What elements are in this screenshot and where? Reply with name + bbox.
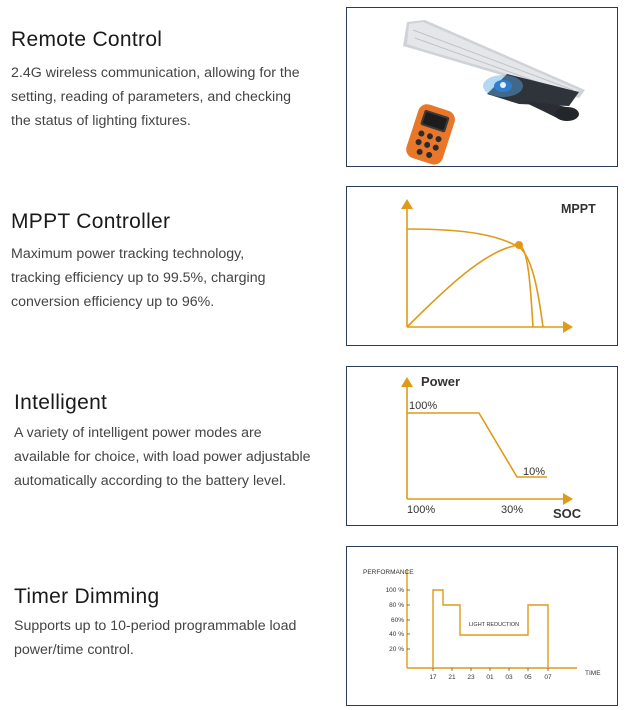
y-axis-arrow bbox=[401, 199, 413, 209]
feature-title: Intelligent bbox=[14, 391, 108, 414]
feature-description bbox=[14, 614, 296, 662]
street-light-remote-illustration bbox=[347, 8, 617, 165]
x-axis-title: SOC bbox=[553, 506, 582, 521]
description-line: setting, reading of parameters, and checking bbox=[11, 89, 291, 105]
description-line: available for choice, with load power adjustable bbox=[14, 449, 311, 465]
feature-title: Timer Dimming bbox=[14, 585, 160, 608]
description-line: the status of lighting fixtures. bbox=[11, 113, 191, 129]
feature-description bbox=[14, 421, 311, 493]
description-line: Maximum power tracking technology, bbox=[11, 246, 245, 262]
mppt-chart bbox=[347, 187, 617, 344]
x-axis-arrow bbox=[563, 321, 573, 333]
description-line: conversion efficiency up to 96%. bbox=[11, 294, 215, 310]
description-line: tracking efficiency up to 99.5%, charging bbox=[11, 270, 266, 286]
power-curve bbox=[407, 245, 533, 327]
x-tick-label: 03 bbox=[505, 674, 513, 681]
timer-dimming-chart bbox=[347, 547, 617, 704]
feature-description bbox=[11, 242, 265, 314]
x-tick-label: 17 bbox=[429, 674, 437, 681]
low-level-label: 10% bbox=[523, 466, 546, 478]
power-soc-chart bbox=[347, 367, 617, 524]
y-tick-label: 60% bbox=[390, 617, 404, 624]
y-tick-label: 100 % bbox=[385, 587, 404, 594]
y-tick-label: 20 % bbox=[389, 646, 404, 653]
y-tick-label: 80 % bbox=[389, 602, 404, 609]
description-line: 2.4G wireless communication, allowing for the bbox=[11, 65, 300, 81]
x-tick-label: 23 bbox=[467, 674, 475, 681]
x-axis-title: TIME bbox=[585, 670, 601, 677]
chart-label: MPPT bbox=[561, 202, 596, 216]
x-tick-label: 05 bbox=[524, 674, 532, 681]
x-tick-label: 01 bbox=[486, 674, 494, 681]
description-line: A variety of intelligent power modes are bbox=[14, 425, 262, 441]
timer-dimming-chart-panel bbox=[346, 546, 618, 706]
mpp-point bbox=[515, 241, 523, 249]
y-axis-title: PERFORMANCE bbox=[363, 569, 414, 576]
y-tick-label: 40 % bbox=[389, 631, 404, 638]
x-axis-arrow bbox=[563, 493, 573, 505]
description-line: power/time control. bbox=[14, 642, 134, 658]
feature-title: MPPT Controller bbox=[11, 210, 171, 233]
x-tick-label: 30% bbox=[501, 504, 524, 516]
x-tick-label: 21 bbox=[448, 674, 456, 681]
high-level-label: 100% bbox=[409, 400, 438, 412]
description-line: Supports up to 10-period programmable load bbox=[14, 618, 297, 634]
y-axis-arrow bbox=[401, 377, 413, 387]
x-tick-label: 07 bbox=[544, 674, 552, 681]
remote-controller-image bbox=[404, 102, 457, 165]
performance-step-line bbox=[433, 590, 548, 668]
y-axis-title: Power bbox=[421, 374, 461, 389]
remote-control-illustration-panel bbox=[346, 7, 618, 167]
light-reduction-annotation: LIGHT REDUCTION bbox=[468, 622, 520, 628]
feature-title: Remote Control bbox=[11, 28, 163, 51]
x-tick-label: 100% bbox=[407, 504, 436, 516]
mppt-chart-panel bbox=[346, 186, 618, 346]
feature-description bbox=[11, 61, 300, 133]
description-line: automatically according to the battery level. bbox=[14, 473, 287, 489]
power-soc-chart-panel bbox=[346, 366, 618, 526]
